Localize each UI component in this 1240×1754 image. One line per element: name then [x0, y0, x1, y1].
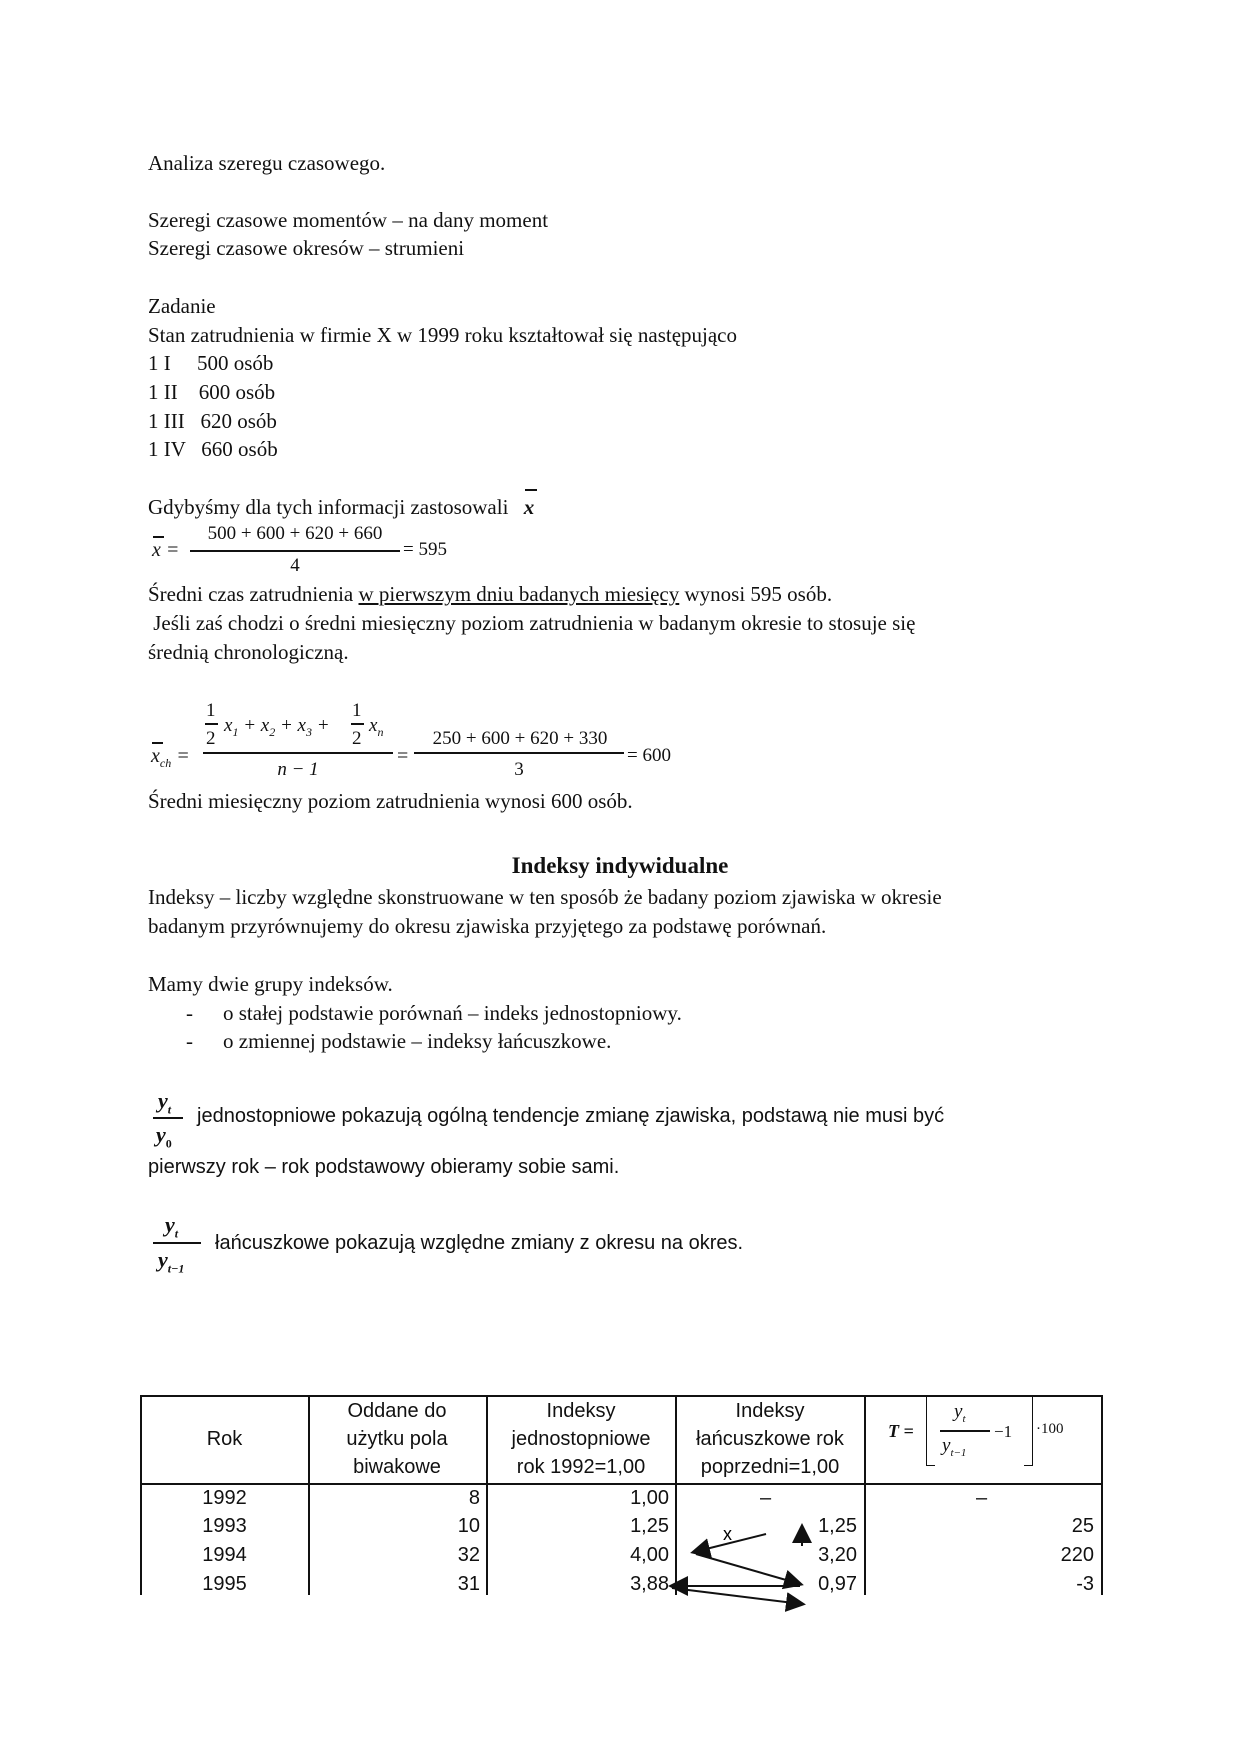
list-bullet: - — [186, 1029, 193, 1053]
cell-year: 1993 — [202, 1515, 247, 1537]
header-chain-index: Indeksy łańcuszkowe rok poprzedni=1,00 — [696, 1400, 844, 1478]
task-description: Stan zatrudnienia w firmie X w 1999 roku kształtował się następująco — [148, 323, 738, 347]
t-minus-one: −1 — [994, 1422, 1013, 1441]
employment-row: 1 IV 660 osób — [148, 437, 278, 461]
chrono-formula-lhs: $x_{ch}$ = — [151, 746, 190, 769]
mean-symbol: x — [524, 495, 535, 519]
moments-line: Szeregi czasowe momentów – na dany moment — [148, 208, 549, 232]
header-year: Rok — [206, 1428, 243, 1450]
yt-1-denominator: $y_{t-1}$ — [158, 1247, 185, 1276]
equals-sign: = — [397, 745, 409, 767]
chrono-intro-2: średnią chronologiczną. — [148, 640, 349, 664]
mean-numerator: 500 + 600 + 620 + 660 — [207, 523, 383, 544]
cell-chain: 1,25 — [818, 1515, 857, 1537]
cell-year: 1995 — [202, 1573, 247, 1595]
task-heading: Zadanie — [148, 294, 216, 318]
page-title: Analiza szeregu czasowego. — [148, 151, 386, 175]
definition-line-2: badanym przyrównujemy do okresu zjawiska przyjętego za podstawę porównań. — [148, 914, 827, 938]
definition-line-1: Indeksy – liczby względne skonstruowane w ten sposób że badany poziom zjawiska w okresie — [148, 885, 942, 909]
cell-t: -3 — [1076, 1573, 1094, 1595]
header-single-index: Indeksy jednostopniowe rok 1992=1,00 — [511, 1400, 651, 1478]
cell-value: 32 — [457, 1544, 480, 1566]
cell-single: 4,00 — [630, 1544, 669, 1566]
mean-formula-lhs: x = — [152, 540, 179, 560]
half-numerator: 1 — [206, 700, 216, 721]
cell-chain: 3,20 — [818, 1544, 857, 1566]
employment-row: 1 II 600 osób — [148, 380, 276, 404]
employment-row: 1 III 620 osób — [148, 409, 277, 433]
periods-line: Szeregi czasowe okresów – strumieni — [148, 236, 465, 260]
cell-chain: – — [760, 1487, 772, 1509]
base-year-desc: pierwszy rok – rok podstawowy obieramy sobie sami. — [148, 1156, 620, 1178]
t-lhs: T = — [888, 1421, 914, 1441]
chrono-intro-1: Jeśli zaś chodzi o średni miesięczny poziom zatrudnienia w badanym okresie to stosuje się — [148, 611, 916, 635]
underlined-phrase: w pierwszym dniu badanych miesięcy — [358, 582, 680, 606]
single-index-desc: jednostopniowe pokazują ogólną tendencje zmianę zjawiska, podstawą nie musi być — [197, 1105, 945, 1127]
yt-numerator: $y_t$ — [165, 1212, 179, 1241]
mean-intro-text: Gdybyśmy dla tych informacji zastosowali — [148, 495, 509, 519]
y0-denominator: $y_0$ — [156, 1122, 172, 1151]
cell-year: 1994 — [202, 1544, 247, 1566]
cell-t: 25 — [1071, 1515, 1094, 1537]
section-heading: Indeksy indywidualne — [511, 853, 729, 878]
chrono-result: = 600 — [627, 745, 671, 766]
list-bullet: - — [186, 1001, 193, 1025]
group-variable-base: o zmiennej podstawie – indeksy łańcuszkowe. — [223, 1029, 612, 1053]
half-denominator: 2 — [352, 728, 362, 749]
arrow-to-chain-1995 — [696, 1554, 800, 1584]
cell-t: – — [976, 1487, 988, 1509]
groups-intro: Mamy dwie grupy indeksów. — [148, 972, 393, 996]
t-denominator: $y_{t-1}$ — [942, 1435, 967, 1459]
chrono-terms: $x_1 + x_2 + x_3$ + — [224, 715, 330, 739]
t-numerator: $y_t$ — [954, 1401, 966, 1425]
chrono-numerator-values: 250 + 600 + 620 + 330 — [432, 728, 608, 749]
cell-chain: 0,97 — [818, 1573, 857, 1595]
chrono-interpretation: Średni miesięczny poziom zatrudnienia wynosi 600 osób. — [148, 789, 633, 813]
cell-year: 1992 — [202, 1487, 247, 1509]
cell-value: 10 — [457, 1515, 480, 1537]
cell-single: 1,00 — [630, 1487, 669, 1509]
mean-interpretation: Średni czas zatrudnienia w pierwszym dniu badanych miesięcy wynosi 595 osób. — [148, 582, 833, 606]
yt-numerator: $y_t$ — [158, 1088, 172, 1117]
mean-result: = 595 — [403, 539, 447, 560]
chrono-denominator: n − 1 — [277, 759, 319, 780]
group-fixed-base: o stałej podstawie porównań – indeks jednostopniowy. — [223, 1001, 682, 1025]
chain-index-desc: łańcuszkowe pokazują względne zmiany z okresu na okres. — [215, 1232, 744, 1254]
cell-single: 1,25 — [630, 1515, 669, 1537]
chrono-last-term: $x_n$ — [369, 715, 384, 739]
chrono-denominator-value: 3 — [514, 759, 524, 780]
arrow-down-right — [672, 1588, 802, 1604]
cell-single: 3,88 — [630, 1573, 669, 1595]
cell-value: 31 — [457, 1573, 480, 1595]
half-denominator: 2 — [206, 728, 216, 749]
cell-value: 8 — [468, 1487, 480, 1509]
arrow-label: x — [723, 1524, 732, 1544]
half-numerator: 1 — [352, 700, 362, 721]
header-value: Oddane do użytku pola biwakowe — [346, 1400, 448, 1478]
mean-denominator: 4 — [290, 555, 300, 576]
t-times-100: ·100 — [1036, 1421, 1064, 1437]
cell-t: 220 — [1060, 1544, 1094, 1566]
employment-row: 1 I 500 osób — [148, 351, 274, 375]
